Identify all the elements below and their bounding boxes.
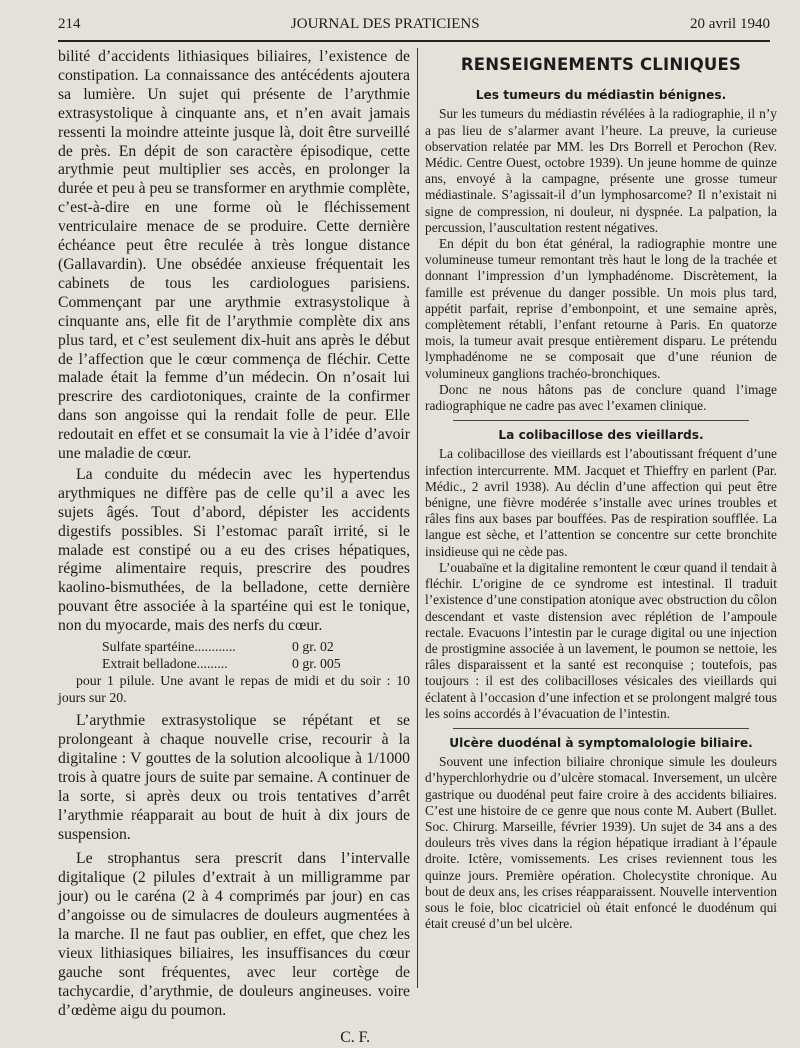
journal-title: JOURNAL DES PRATICIENS (290, 16, 480, 32)
prescription-formula (58, 638, 410, 672)
article-paragraph: Souvent une infection biliaire chronique simule les douleurs d’hyperchlorhydrie ou d’ulcère stomacal. Inversement, un ulcère gastrique ou duodénal peut faire croire à des accidents biliaires. C’est une histoire de ce genre que nous conte M. Aubert (Bullet. Soc. Chirurg. Marseille, février 1939). Un sujet de 34 ans a des douleurs très vives dans la région hépatique irradiant à l’épaule droite. Ictère, vomissements. Les crises reviennent tous les quinze jours. Première opération. Cholecystite chronique. Au bout de deux ans, les crises réapparaissent. Nouvelle intervention sous le foie, bloc cicatriciel où était enfoncé le duodénum qui était creusé d’un bel ulcère. (425, 754, 777, 932)
issue-date: 20 avril 1940 (689, 16, 770, 32)
article-paragraph: Donc ne nous hâtons pas de conclure quand l’image radiographique ne cadre pas avec l’examen clinique. (425, 381, 777, 414)
article-title: La colibacillose des vieillards. (498, 428, 704, 443)
article-title: Ulcère duodénal à symptomalologie biliaire. (449, 735, 753, 750)
left-paragraph-3: L’arythmie extrasystolique se répétant et se prolongeant à chaque nouvelle crise, recourir à la digitaline : V gouttes de la solution alcoolique à 1/1000 trois à quatre jours de suite par semaine. A continuer de la sorte, si après deux ou trois tentatives d’arrêt l’arythmie réapparait au bout de huit à dix jours de suspension. (58, 712, 410, 843)
left-paragraph-2: La conduite du médecin avec les hypertendus arythmiques ne diffère pas de celle qu’il a avec les sujets âgés. Tout d’abord, dépister les accidents digestifs possibles. Si l’estomac paraît irrité, si le malade est constipé ou a eu des crises hépatiques, régime alimentaire requis, prescrire des poudres kaolino-bismuthées, de la belladone, cette dernière pouvant être associée à la spartéine qui est le tonique, non du myocarde, mais des nerfs du cœur. (58, 465, 410, 635)
article-paragraph: L’ouabaïne et la digitaline remontent le cœur quand il tendait à fléchir. L’origine de ce syndrome est intestinal. Il traduit l’existence d’une constipation atonique avec obstruction du côlon descendant et vaste distension avec réplétion de l’ampoule rectale. Evacuons l’intestin par le curage digital ou une injection de prostigmine associée à un lavement, le poumon se nettoie, les râles disparaissent et la santé est reconquise ; toutefois, pas toujours : il est des colibacilloses vésicales des vieillards qui éclatent à l’occasion d’une infection et se prolongent malgré tous les soins accordés à l’évacuation de l’intestin. (425, 559, 777, 721)
article-separator (453, 420, 749, 421)
left-paragraph-4: Le strophantus sera prescrit dans l’intervalle digitalique (2 pilules d’extrait à un milligramme par jour) ou le caréna (2 à 4 comprimés par jour) en cas d’angoisse ou de simulacres de douleurs augmentées à la marche. Il ne faut pas oublier, en effet, que chez les vieux lithiasiques biliaires, les insuffisances du cœur gauche sont fréquentes, avec leur cortège de tachycardie, d’arythmie, de douleurs angineuses. voire d’œdème aigu du poumon. (58, 850, 410, 1019)
page-number: 214 (58, 16, 81, 32)
left-paragraph-1: bilité d’accidents lithiasiques biliaires, l’existence de constipation. La connaissance des antécédents ajoutera sa lumière. Un sujet qui présente de l’arythmie extrasystolique à cinquante ans, et n’en avait jamais ressenti la moindre atteinte jusque là, doit être surveillé de près. En dépit de son caractère épisodique, cette arythmie peut multiplier ses accès, en prolonger la durée et peu à peu se transformer en arythmie complète, c’est-à-dire en une forme où le fléchissement ventriculaire menace de se produire. Cette dernière échéance peut être reculée à très longue distance (Gallavardin). Une obsédée anxieuse fréquentait les cabinets de tous les cardiologues parisiens. Commençant par une arythmie extrasystolique à cinquante ans, elle fit de l’arythmie complète dix ans plus tard, et c’est seulement dix-huit ans après le début de l’affection que le cœur commença de fléchir. Cette malade était la femme d’un médecin. On n’osait lui prescrire des cardiotoniques, crainte de la confirmer dans son angoisse qui la rendait folle de peur. Elle redoutait en effet et se consumait la vie à l’idée d’avoir une maladie de cœur. (58, 48, 410, 463)
article-paragraph: Sur les tumeurs du médiastin révélées à la radiographie, il n’y a pas lieu de s’alarmer avant l’heure. La preuve, la curieuse observation relatée par MM. les Drs Borrell et Perochon (Rev. Médic. Centre Ouest, octobre 1939). Un jeune homme de quinze ans, envoyé à la campagne, présente une grosse tumeur médiastinale. S’agissait-il d’un lymphosarcome? Il n’existait ni signe de compression, ni douleur, ni dyspnée. La palpation, la percussion, l’auscultation restent négatives. (425, 106, 777, 235)
article-title: Les tumeurs du médiastin bénignes. (475, 88, 727, 103)
article-paragraph: En dépit du bon état général, la radiographie montre une volumineuse tumeur remontant très haut le long de la trachée et donnant l’impression d’un lymphadénome. Discrètement, la famille est prévenue du danger possible. Un mois plus tard, appétit parfait, reprise d’embonpoint, et une semaine après, complètement rétabli, l’enfant retourne à Paris. En quatorze mois, la tumeur avait presque entièrement disparu. Le prétendu lymphadénome ne se composait que d’une réunion de volumineux ganglions trachéo-bronchiques. (425, 236, 777, 381)
formula-row (58, 638, 410, 655)
article-separator (453, 728, 749, 729)
section-rubric: RENSEIGNEMENTS CLINIQUES (460, 55, 742, 74)
column-divider (417, 48, 418, 988)
left-column (58, 48, 410, 1048)
formula-row (58, 655, 410, 672)
header-rule (58, 40, 770, 42)
formula-dose: 0 gr. 02 (292, 639, 334, 655)
formula-ingredient: Sulfate spartéine............ (102, 639, 236, 655)
running-header (58, 16, 770, 38)
formula-dose: 0 gr. 005 (292, 656, 341, 672)
right-column (425, 48, 777, 932)
article-paragraph: La colibacillose des vieillards est l’aboutissant fréquent d’une infection intercurrente. MM. Jacquet et Thieffry en parlent (Par. Médic., 2 avril 1938). Au déclin d’une affection qui peut être bénigne, une fièvre modérée s’installe avec urines troubles et râles fins aux bases par bouffées. Pas de respiration soufflée. La langue est sèche, et l’attention se concentre sur cette bronchite insidieuse qui ne cède pas. (425, 446, 777, 559)
author-signature: C. F. (340, 1028, 370, 1046)
formula-ingredient: Extrait belladone......... (102, 656, 228, 672)
formula-note: pour 1 pilule. Une avant le repas de midi et du soir : 10 jours sur 20. (58, 673, 410, 706)
